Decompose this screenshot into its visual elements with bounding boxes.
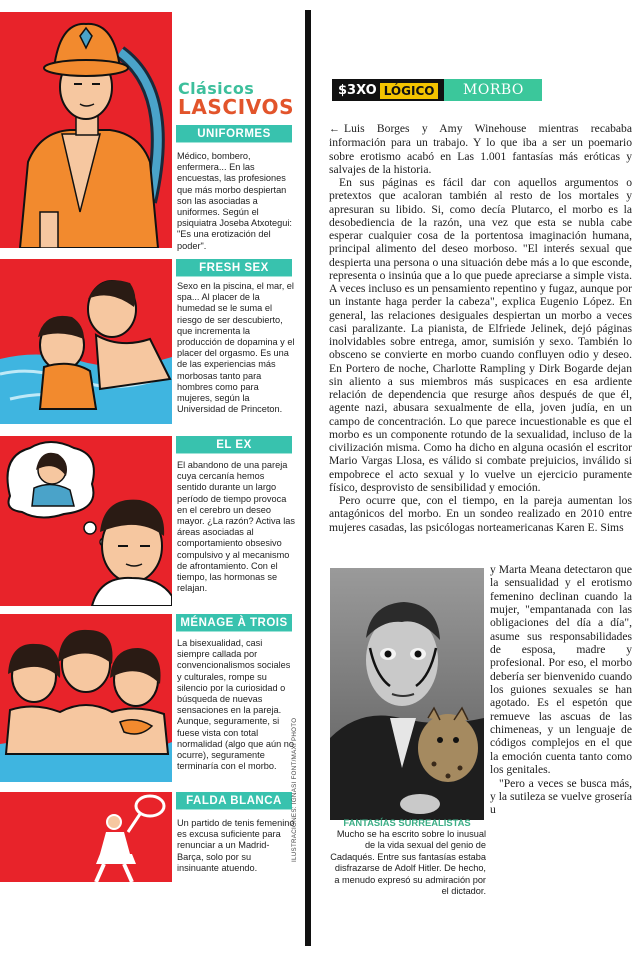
article-paragraph-text: Luis Borges y Amy Winehouse mientras recababa información para un trabajo. Y lo que iba a ser un poemario sobre erotismo acabó en Las 1.001 fantasías más eróticas y salvajes de la historia. [329, 122, 632, 176]
article-paragraph [329, 122, 632, 176]
photo-caption-text: Mucho se ha escrito sobre lo inusual de la vida sexual del genio de Cadaqués. Entre sus fantasías estaba disfrazarse de Adolf Hitler. De hecho, a menudo expresó su admiración por el dictador. [330, 829, 486, 897]
panel-falda-blanca [0, 792, 300, 882]
section-heading-fresh-sex: FRESH SEX [176, 259, 292, 277]
section-tag-bar [332, 79, 542, 101]
tennis-player-illustration [0, 792, 172, 882]
sidebar [0, 0, 300, 960]
pool-couple-illustration [0, 259, 172, 424]
article-paragraph: En sus páginas es fácil dar con aquellos argumentos o pretextos que acaloran también al resto de los mortales y apresuran su libido. Si, como decía Plutarco, el morbo es la desobediencia de la razón, una vez que esta se nubla cabe esperar cualquier cosa de la portentosa imaginación humana, principal alimento del deseo morboso. "El interés sexual que despierta una persona o una situación debe más a lo que esconde, representa o insinúa que a lo que puede apreciarse a simple vista. A veces incluso es un pensamiento repentino y fugaz, aunque por un instante haga perder la cabeza", explica Eugenio López. En general, las relaciones desiguales despiertan un morbo a veces casi paralizante. La pianista, de Elfriede Jelinek, dejó páginas inolvidables sobre entrega, amor, sumisión y sexo. También lo obsceno se convierte en morbo cuando confluyen odio y deseo. En Portero de noche, Charlotte Rampling y Dirk Bogarde dejan sin aliento a sus miembros más suspicaces en esa ardiente relación de dependencia que resurge años después de que él, agente nazi, abusara sexualmente de ella, joven judía, en un campo de concentración. Lo que parece incuestionable es que el morbo es un componente rotundo de la sexualidad, incluso de la civilización misma. Como ha dicho en alguna ocasión el escritor Mario Vargas Llosa, es válido si combate prejuicios, inválido si empobrece el acto sexual y lo vuelve un ejercicio puramente físico, desprovisto de sensibilidad y emoción. [329, 176, 632, 494]
article-paragraph: "Pero a veces se busca más, y la sutileza se vuelve grosería u [490, 776, 632, 817]
section-heading-el-ex: EL EX [176, 436, 292, 454]
article-paragraph: Pero ocurre que, con el tiempo, en la pareja aumentan los antagónicos del morbo. En un sondeo realizado en 2010 entre mujeres casadas, las psicólogas norteamericanas Karen E. Sims [329, 494, 632, 534]
sidebar-title-line1: Clásicos [178, 79, 255, 98]
section-text-uniformes: Médico, bombero, enfermera... En las encuestas, las profesiones que más morbo despiertan son las asociadas a uniformes. Según el psiquiatra Joseba Atxotegui: "Es una erotización del poder". [177, 151, 292, 251]
section-text-menage-a-trois: La bisexualidad, casi siempre callada por convencionalismos sociales y culturales, rompe su silencio por la curiosidad o búsqueda de nuevas sensaciones en la pareja. Aunque, seguramente, si fuese vista con total normalidad (algo que aún no ocurre), seguramente terminaría con el morbo. [177, 638, 294, 772]
article-body-wrap [490, 563, 632, 817]
three-women-illustration [0, 614, 172, 782]
section-text-falda-blanca: Un partido de tenis femenino es excusa suficiente para renunciar a un Madrid-Barça, solo por su insinuante atuendo. [177, 818, 295, 873]
section-text-fresh-sex: Sexo en la piscina, el mar, el spa... Al placer de la humedad se le suma el riesgo de ser descubierto, que incrementa la producción de dopamina y el placer del orgasmo. Es una de las experiencias más morbosas tanto para hombres como para mujeres, según la Universidad de Princeton. [177, 281, 295, 415]
brand-logo [332, 79, 444, 101]
article-paragraph: y Marta Meana detectaron que la sensualidad y el erotismo femenino declinan cuando la mujer, "empantanada con las obligaciones del día a día", asume sus responsabilidades de esposa, madre y profesional. Por eso, el morbo debería ser bienvenido cuando los guiones sexuales se han agotado. Es el espetón que remueve las ascuas de las chimeneas, y un lenguaje de códigos complejos en el que la emoción cuenta tanto como los genitales. [490, 563, 632, 777]
panel-fresh-sex [0, 259, 300, 424]
illustration-credit: ILUSTRACIONES: IGNASI FONT/MAXI PHOTO [291, 717, 298, 862]
panel-el-ex [0, 436, 300, 606]
column-divider [305, 10, 311, 946]
photo-caption-title: FANTASÍAS SURREALISTAS [343, 817, 471, 828]
sidebar-title-line2: LASCIVOS [178, 95, 295, 119]
section-label: MORBO [444, 79, 542, 101]
firefighter-illustration [0, 12, 172, 248]
section-heading-uniformes: UNIFORMES [176, 125, 292, 143]
ex-couple-illustration [0, 436, 172, 606]
brand-logo-highlight: LÓGICO [380, 83, 439, 99]
dali-photo [330, 568, 484, 820]
article-body [329, 122, 632, 534]
article-column [318, 0, 640, 960]
brand-logo-text: $3XO [338, 83, 377, 98]
panel-menage-a-trois [0, 614, 300, 782]
arrow-left-icon: ← [329, 123, 340, 135]
panel-uniformes [0, 12, 300, 251]
section-text-el-ex: El abandono de una pareja cuya cercanía hemos sentido durante un largo período de tiempo provoca en el cerebro un deseo mayor. ¿La razón? Activa las áreas asociadas al comportamiento obsesivo compulsivo y al mecanismo de afrontamiento. Con el tiempo, las hormonas se relajan. [177, 460, 295, 594]
section-heading-menage-a-trois: MÉNAGE À TROIS [176, 614, 292, 632]
section-heading-falda-blanca: FALDA BLANCA [176, 792, 292, 810]
